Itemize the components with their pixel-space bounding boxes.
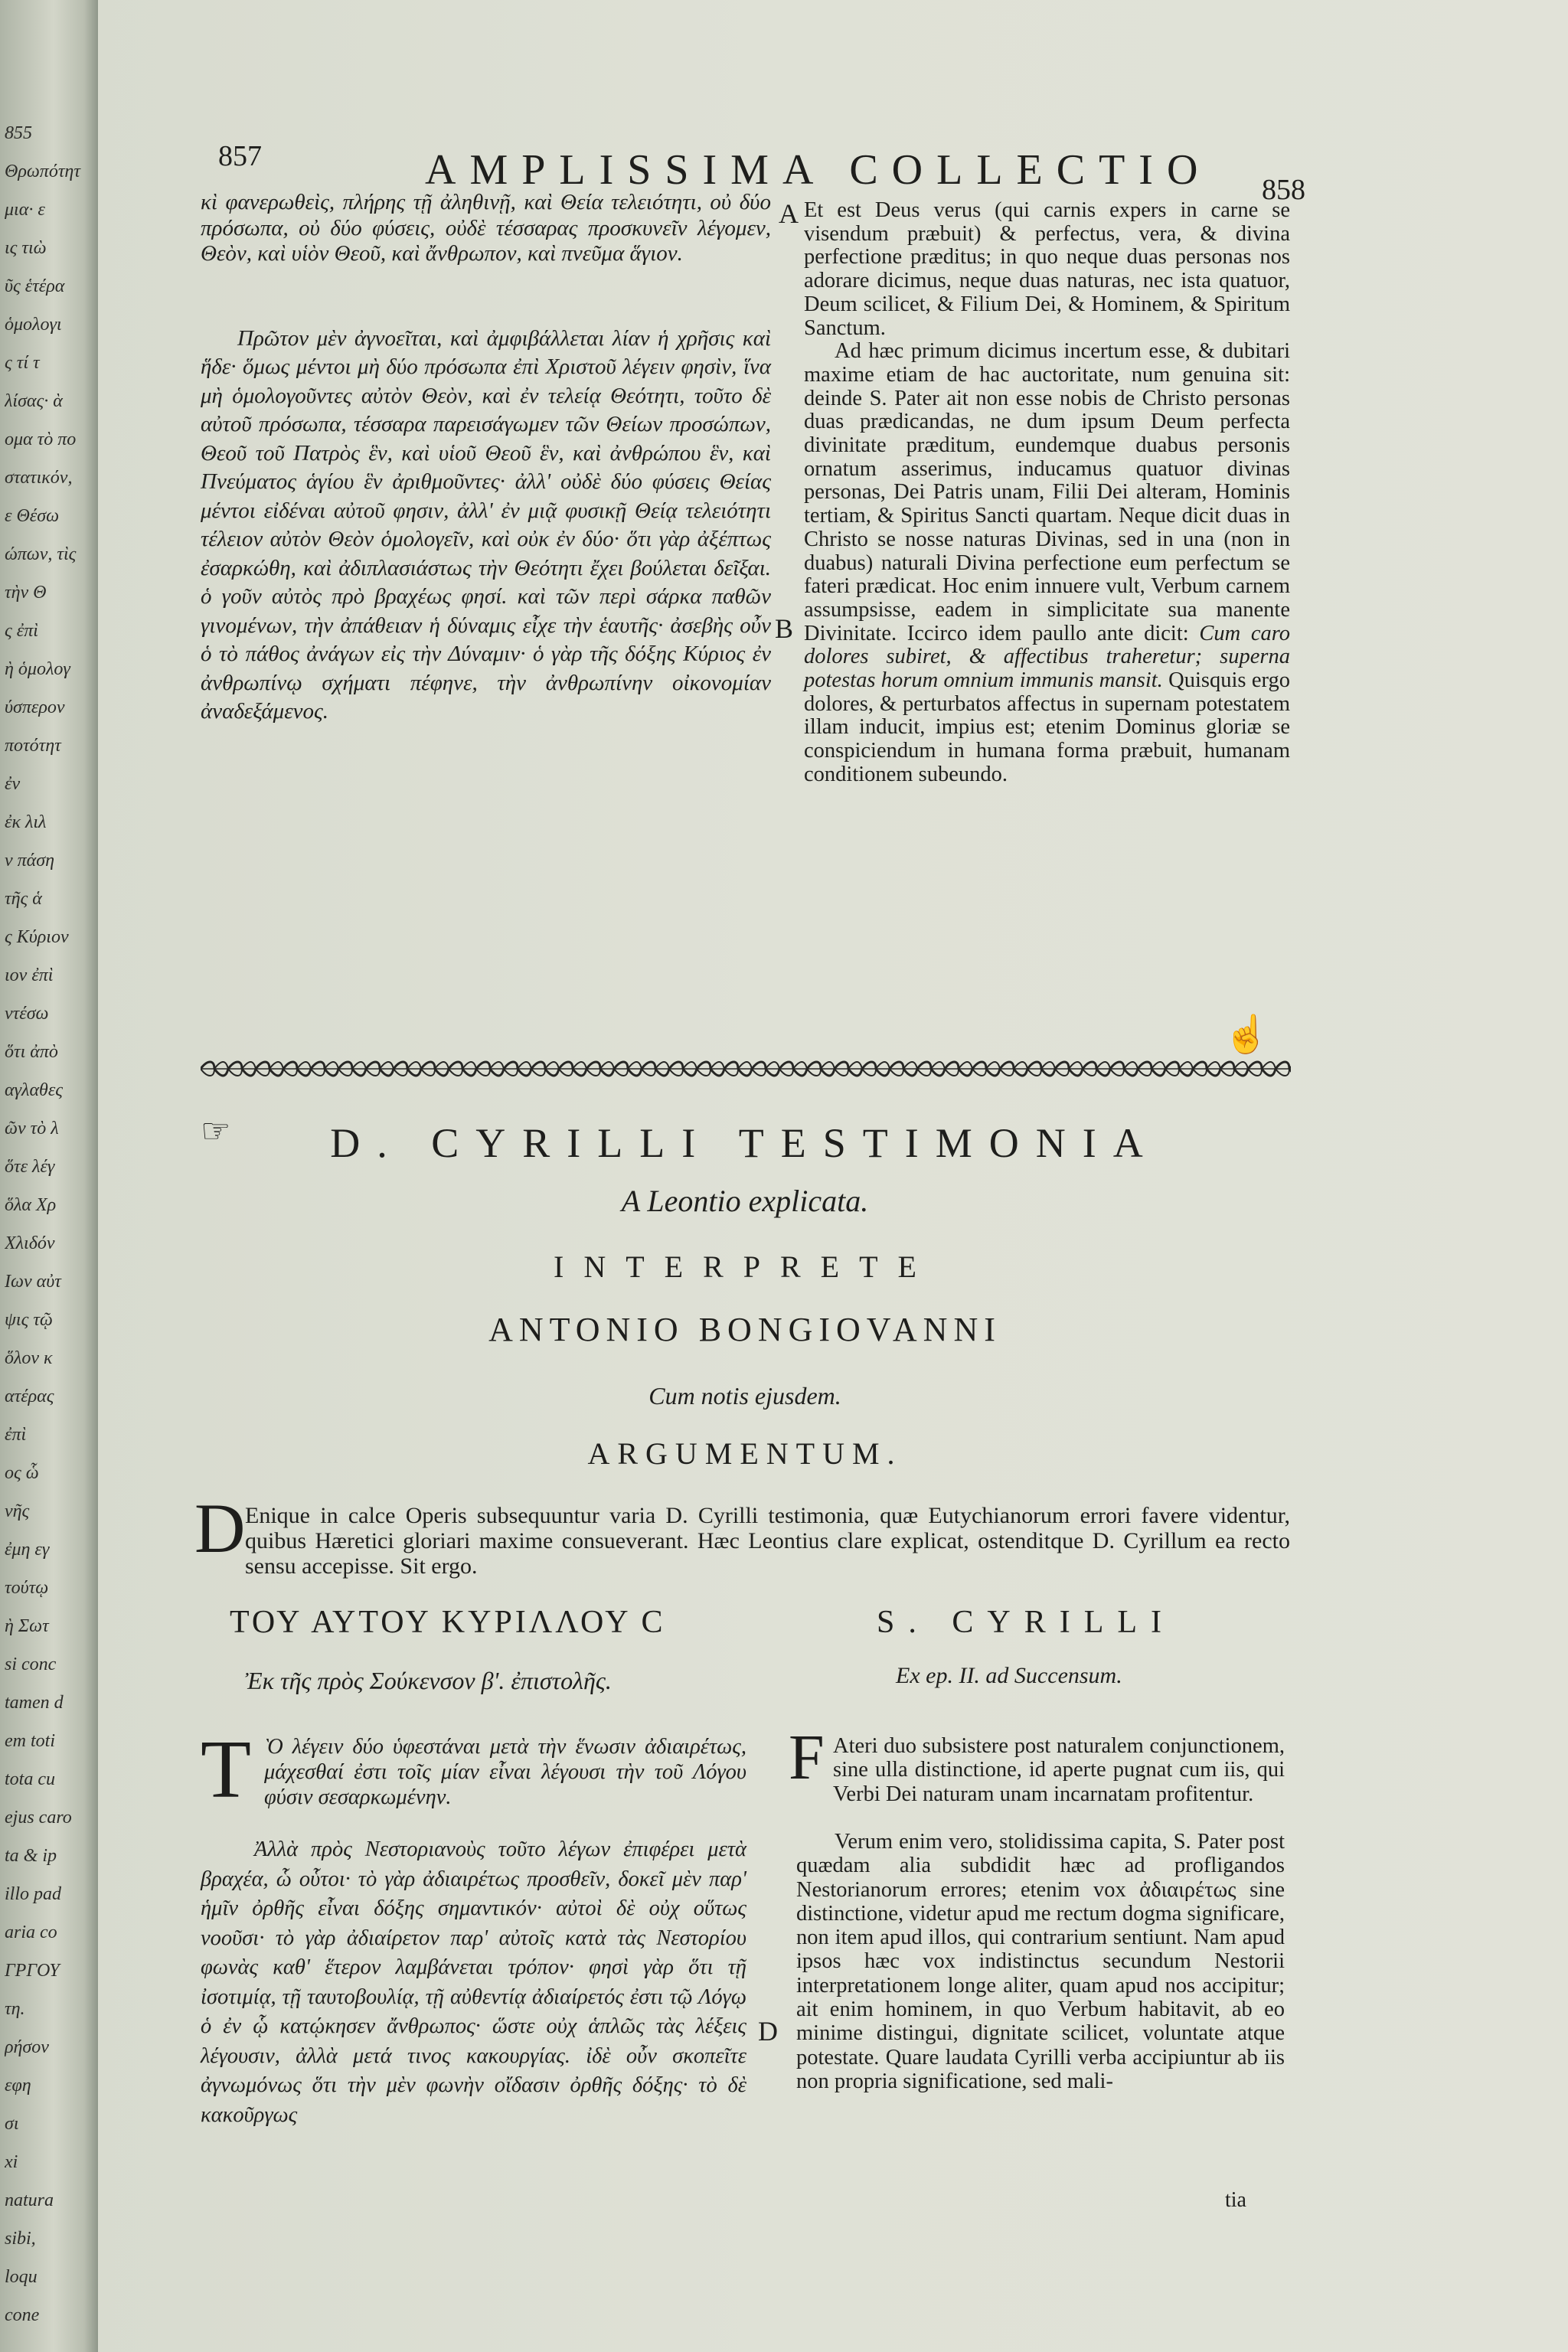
latin-italic-quote: Cum caro dolores subiret, & affectibus traheretur; superna potestas horum omnium immunis mansit.: [804, 621, 1291, 693]
page-number-left: 857: [218, 140, 262, 172]
bottom-latin-column-b: [796, 1830, 1285, 2093]
previous-page-gutter: [0, 0, 98, 2352]
margin-marker-a: A: [779, 198, 799, 229]
drop-cap-f: F: [789, 1722, 825, 1793]
gutter-text-line: ρήσον: [5, 2037, 49, 2057]
gutter-text-line: ὅλον κ: [5, 1348, 53, 1368]
gutter-text-line: τη.: [5, 1999, 25, 2019]
gutter-text-line: sibi,: [5, 2229, 36, 2249]
gutter-text-line: tota cu: [5, 1769, 55, 1789]
gutter-text-line: τὴν Θ: [5, 583, 47, 603]
gutter-text-line: tamen d: [5, 1693, 64, 1713]
gutter-text-line: Θρωπότητ: [5, 162, 80, 181]
top-latin-column: [804, 199, 1290, 787]
interprete-label: INTERPRETE: [554, 1250, 936, 1284]
gutter-text-line: cone: [5, 2305, 40, 2325]
latin-paragraph-2: [804, 340, 1290, 786]
gutter-text-line: ν πάση: [5, 851, 55, 871]
latin-paragraph-2-end: Quisquis ergo dolores, & perturbatos affectus in supernam potestatem illam inducit, impius est; etenim Dominus gloriæ se conspiciendum in humana forma præbuit, humanam conditionem subeundo.: [804, 668, 1290, 786]
gutter-text-line: ἐκ λιλ: [5, 812, 47, 832]
pointing-hand-icon: ☞: [201, 1112, 231, 1150]
gutter-text-line: ῦς ἑτέρα: [5, 276, 65, 296]
gutter-text-line: μια· ε: [5, 200, 45, 220]
page-number-right: 858: [1262, 174, 1305, 206]
gutter-text-line: σι: [5, 2114, 19, 2134]
running-title: AMPLISSIMA COLLECTIO: [425, 146, 1212, 194]
bottom-latin-column-a: [833, 1734, 1285, 1806]
gutter-text-line: ος ὧ: [5, 1463, 39, 1483]
gutter-text-line: ὅλα Χρ: [5, 1195, 57, 1215]
margin-marker-d: D: [758, 2016, 778, 2047]
gutter-text-line: ντέσω: [5, 1004, 49, 1024]
section-subheading: A Leontio explicata.: [621, 1184, 869, 1218]
gutter-text-line: ς τί τ: [5, 353, 40, 373]
gutter-text-line: νῆς: [5, 1501, 30, 1521]
translator-name: ANTONIO BONGIOVANNI: [488, 1311, 1001, 1348]
latin-paragraph-1: Et est Deus verus (qui carnis expers in carne se visendum præbuit) & perfectus, vera, & divina perfectione præditus; in quo neque duas personas nos adorare dicimus, neque duas naturas, nec ista quatuor, Deum scilicet, & Filium Dei, & Hominem, & Spiritum Sanctum.: [804, 198, 1290, 340]
gutter-text-line: ε Θέσω: [5, 506, 60, 526]
gutter-text-line: εφη: [5, 2076, 31, 2096]
gutter-text-line: ἐν: [5, 774, 21, 794]
bottom-greek-column-a: [264, 1734, 746, 1810]
gutter-text-line: αγλαθες: [5, 1080, 64, 1100]
gutter-text-line: ς Κύριον: [5, 927, 69, 947]
gutter-text-line: aria co: [5, 1922, 57, 1942]
gutter-text-line: ἐμη εγ: [5, 1540, 50, 1560]
argumentum-text: Enique in calce Operis subsequuntur varia D. Cyrilli testimonia, quæ Eutychianorum errori favere videntur, quibus Hæretici gloriari maxime consueverant. Hæc Leontius clare explicat, ostenditque D. Cyrillum ea recto sensu accepisse. Sit ergo.: [245, 1503, 1290, 1579]
gutter-text-line: Χλιδόν: [5, 1233, 55, 1253]
drop-cap-t: Τ: [201, 1724, 251, 1815]
pointing-hand-icon: ☝: [1223, 1014, 1269, 1055]
gutter-text-line: ποτότητ: [5, 736, 61, 756]
greek-paragraph-1: κὶ φανερωθεὶς, πλήρης τῇ ἀληθινῇ, καὶ Θεία τελειότητι, οὐ δύο πρόσωπα, οὐ δύο φύσεις, οὐδὲ τέσσαρας προσκυνεῖν λέγομεν, Θεὸν, καὶ υἱὸν Θεοῦ, καὶ ἄνθρωπον, καὶ πνεῦμα ἅγιον.: [201, 190, 771, 266]
notes-line: Cum notis ejusdem.: [648, 1382, 841, 1410]
latin-paragraph-2-text: Ad hæc primum dicimus incertum esse, & dubitari maxime etiam de hac auctoritate, num genuina sit: deinde S. Pater ait non esse nobis de Christo personas duas prædicandas, ne dum ipsum Deum perfecta divinitate præditum, eundemque duabus personis ornatum asserimus, inducamus quatuor divinas personas, Dei Patris unam, Filii Dei alteram, Hominis tertiam, & Spiritus Sancti quartam. Neque dicit duas in Christo se nosse naturas Divinas, sed in una (non in duabus) naturali Divina perfectione eum perfectum se fateri prædicat. Hoc enim innuere vult, Verbum carnem assumpsisse, eadem in simplicitate sua manente Divinitate. Iccirco idem paullo ante dicit:: [804, 339, 1290, 645]
greek-section-title: ΤΟΥ ΑΥΤΟΥ ΚΥΡΙΛΛΟΥ C: [230, 1605, 666, 1640]
gutter-text-line: illo pad: [5, 1884, 62, 1904]
argumentum-heading: ARGUMENTUM.: [587, 1436, 903, 1471]
gutter-text-line: ιον ἐπὶ: [5, 965, 54, 985]
gutter-text-line: si conc: [5, 1655, 57, 1674]
latin-section-title: S. CYRILLI: [877, 1605, 1175, 1640]
margin-marker-b: B: [775, 613, 794, 644]
gutter-text-line: τούτῳ: [5, 1578, 49, 1598]
braided-rule-ornament: [201, 1059, 1291, 1079]
gutter-text-line: ομα τὸ πο: [5, 430, 77, 449]
gutter-text-line: ς ἐπὶ: [5, 621, 38, 641]
gutter-text-line: xi: [5, 2152, 18, 2172]
top-greek-column: [201, 190, 771, 727]
gutter-text-line: em toti: [5, 1731, 55, 1751]
gutter-text-line: ύσπερον: [5, 697, 65, 717]
gutter-text-line: 855: [5, 123, 32, 143]
gutter-text-line: ἐπὶ: [5, 1425, 27, 1445]
gutter-text-line: ατέρας: [5, 1387, 54, 1406]
gutter-text-line: ώπων, τὶς: [5, 544, 77, 564]
greek-bottom-paragraph-1: Ὸ λέγειν δύο ὑφεστάναι μετὰ τὴν ἕνωσιν ἀδιαιρέτως, μάχεσθαί ἐστι τοῖς μίαν εἶναι λέγουσι τὴν τοῦ Λόγου φύσιν σεσαρκωμένην.: [264, 1735, 746, 1809]
catchword: tia: [1225, 2188, 1246, 2212]
gutter-text-line: natura: [5, 2190, 54, 2210]
gutter-text-line: ὅτε λέγ: [5, 1157, 55, 1177]
latin-bottom-paragraph-1: Ateri duo subsistere post naturalem conjunctionem, sine ulla distinctione, id aperte pugnat cum iis, qui Verbi Dei naturam unam incarnatam profitentur.: [833, 1734, 1285, 1806]
gutter-text-line: ψις τῷ: [5, 1310, 53, 1330]
greek-source-line: Ἐκ τῆς πρὸς Σούκενσον β'. ἐπιστολῆς.: [245, 1667, 612, 1694]
latin-source-line: Ex ep. II. ad Succensum.: [896, 1663, 1122, 1688]
gutter-text-line: ὅτι ἀπὸ: [5, 1042, 58, 1062]
greek-bottom-paragraph-2: Ἀλλὰ πρὸς Νεστοριανοὺς τοῦτο λέγων ἐπιφέρει μετὰ βραχέα, ὧ οὗτοι· τὸ γὰρ ἀδιαιρέτως προσθεῖν, δοκεῖ μὲν παρ' ἡμῖν ὀρθῆς εἶναι δόξης σημαντικόν· αὐτοὶ δὲ οὐχ οὕτως νοοῦσι· τὸ γὰρ ἀδιαίρετον παρ' αὐτοῖς κατὰ τὰς Νεστορίου φωνὰς καθ' ἕτερον λαμβάνεται τρόπον· φησὶ γὰρ ὅτι τῇ ἰσοτιμίᾳ, τῇ ταυτοβουλίᾳ, τῇ αὐθεντίᾳ ἀδιαίρετός ἐστι τῷ Λόγῳ ὁ ἐν ᾧ κατῴκησεν ἄνθρωπος· ὥστε οὐχ ἁπλῶς τὰς λέξεις λέγουσιν, ἀλλὰ μετά τινος κακουργίας. ἰδὲ οὖν σκοπεῖτε ἀγνωμόνως ὅτι τὴν μὲν φωνὴν οἴδασιν ὀρθῆς δόξης· τὸ δὲ κακοῦργως: [201, 1838, 746, 2127]
bottom-greek-column-b: [201, 1835, 746, 2130]
gutter-text-line: Ιων αὐτ: [5, 1272, 61, 1292]
gutter-text-line: ejus caro: [5, 1808, 72, 1828]
section-heading: D. CYRILLI TESTIMONIA: [330, 1120, 1160, 1166]
gutter-text-line: ις τιὼ: [5, 238, 47, 258]
gutter-text-line: λίσας· ὰ: [5, 391, 63, 411]
gutter-text-line: ΓΡΓΟΥ: [5, 1961, 60, 1981]
gutter-text-line: ῶν τὸ λ: [5, 1119, 59, 1138]
gutter-text-line: ὁμολογι: [5, 315, 62, 335]
gutter-text-line: στατικόν,: [5, 468, 73, 488]
drop-cap-d: D: [194, 1489, 246, 1567]
gutter-text-line: τῆς ἁ: [5, 889, 42, 909]
gutter-text-line: ta & ip: [5, 1846, 57, 1866]
gutter-text-line: ὴ Σωτ: [5, 1616, 49, 1636]
gutter-text-line: loqu: [5, 2267, 38, 2287]
greek-paragraph-2: Πρῶτον μὲν ἀγνοεῖται, καὶ ἀμφιβάλλεται λίαν ἡ χρῆσις καὶ ἥδε· ὅμως μέντοι μὴ δύο πρόσωπα ἐπὶ Χριστοῦ λέγειν φησὶν, ἵνα μὴ ὁμολογοῦντες αὐτὸν Θεὸν, καὶ ἐν τελείᾳ Θεότητι, τοῦτο δὲ αὐτοῦ πρόσωπα, τέσσαρα παρεισάγωμεν τῶν Θείων προσώπων, Θεοῦ τοῦ Πατρὸς ἓν, καὶ υἱοῦ Θεοῦ ἓν, καὶ ἀνθρώπου ἓν, καὶ Πνεύματος ἁγίου ἓν ἀριθμοῦντες· ἀλλ' οὐδὲ δύο φύσεις Θείας μέντοι εἰδέναι αὐτοῦ φησιν, ἀλλ' ἐν μιᾷ φυσικῇ Θείᾳ τελειότητι τέλειον αὐτὸν Θεὸν ὁμολογεῖν, καὶ οὐκ ἐν δύο· ὅτι γὰρ ἀξέπτως ἐσαρκώθη, καὶ ἀδιπλασιάστως τὴν Θεότητι ἔχει βούλεται δεῖξαι. ὁ γοῦν αὐτὸς πρὸ βραχέως φησί. καὶ τῶν περὶ σάρκα παθῶν γινομένων, τὴν ἀπάθειαν ἡ δύναμις εἶχε τὴν ἑαυτῆς· ἀσεβὴς οὖν ὁ τὸ πάθος ἀνάγων εἰς τὴν Δύναμιν· ὁ γὰρ τῆς δόξης Κύριος ἐν ἀνθρωπίνῳ σχήματι πέφηνε, τὴν ἀνθρωπίνην οἰκονομίαν ἀναδεξάμενος.: [201, 325, 771, 724]
gutter-text-line: ὴ ὁμολογ: [5, 659, 70, 679]
latin-bottom-paragraph-2: Verum enim vero, stolidissima capita, S. Pater post quædam alia subdidit hæc ad profligandos Nestorianorum errores; etenim vox ἀδιαιρέτως sine distinctione, videtur apud me rectum dogma significare, non item apud illos, qui contrarium sentiunt. Nam apud ipsos hæc vox indistinctus secundum Nestorii interpretationem longe aliter, quam apud nos accipitur; ait enim hominem, in quo Verbum habitavit, ab eo minime distingui, dignitate scilicet, voluntate atque potestate. Quare laudata Cyrilli verba accipiuntur ab iis non propria significatione, sed mali-: [796, 1830, 1285, 2093]
